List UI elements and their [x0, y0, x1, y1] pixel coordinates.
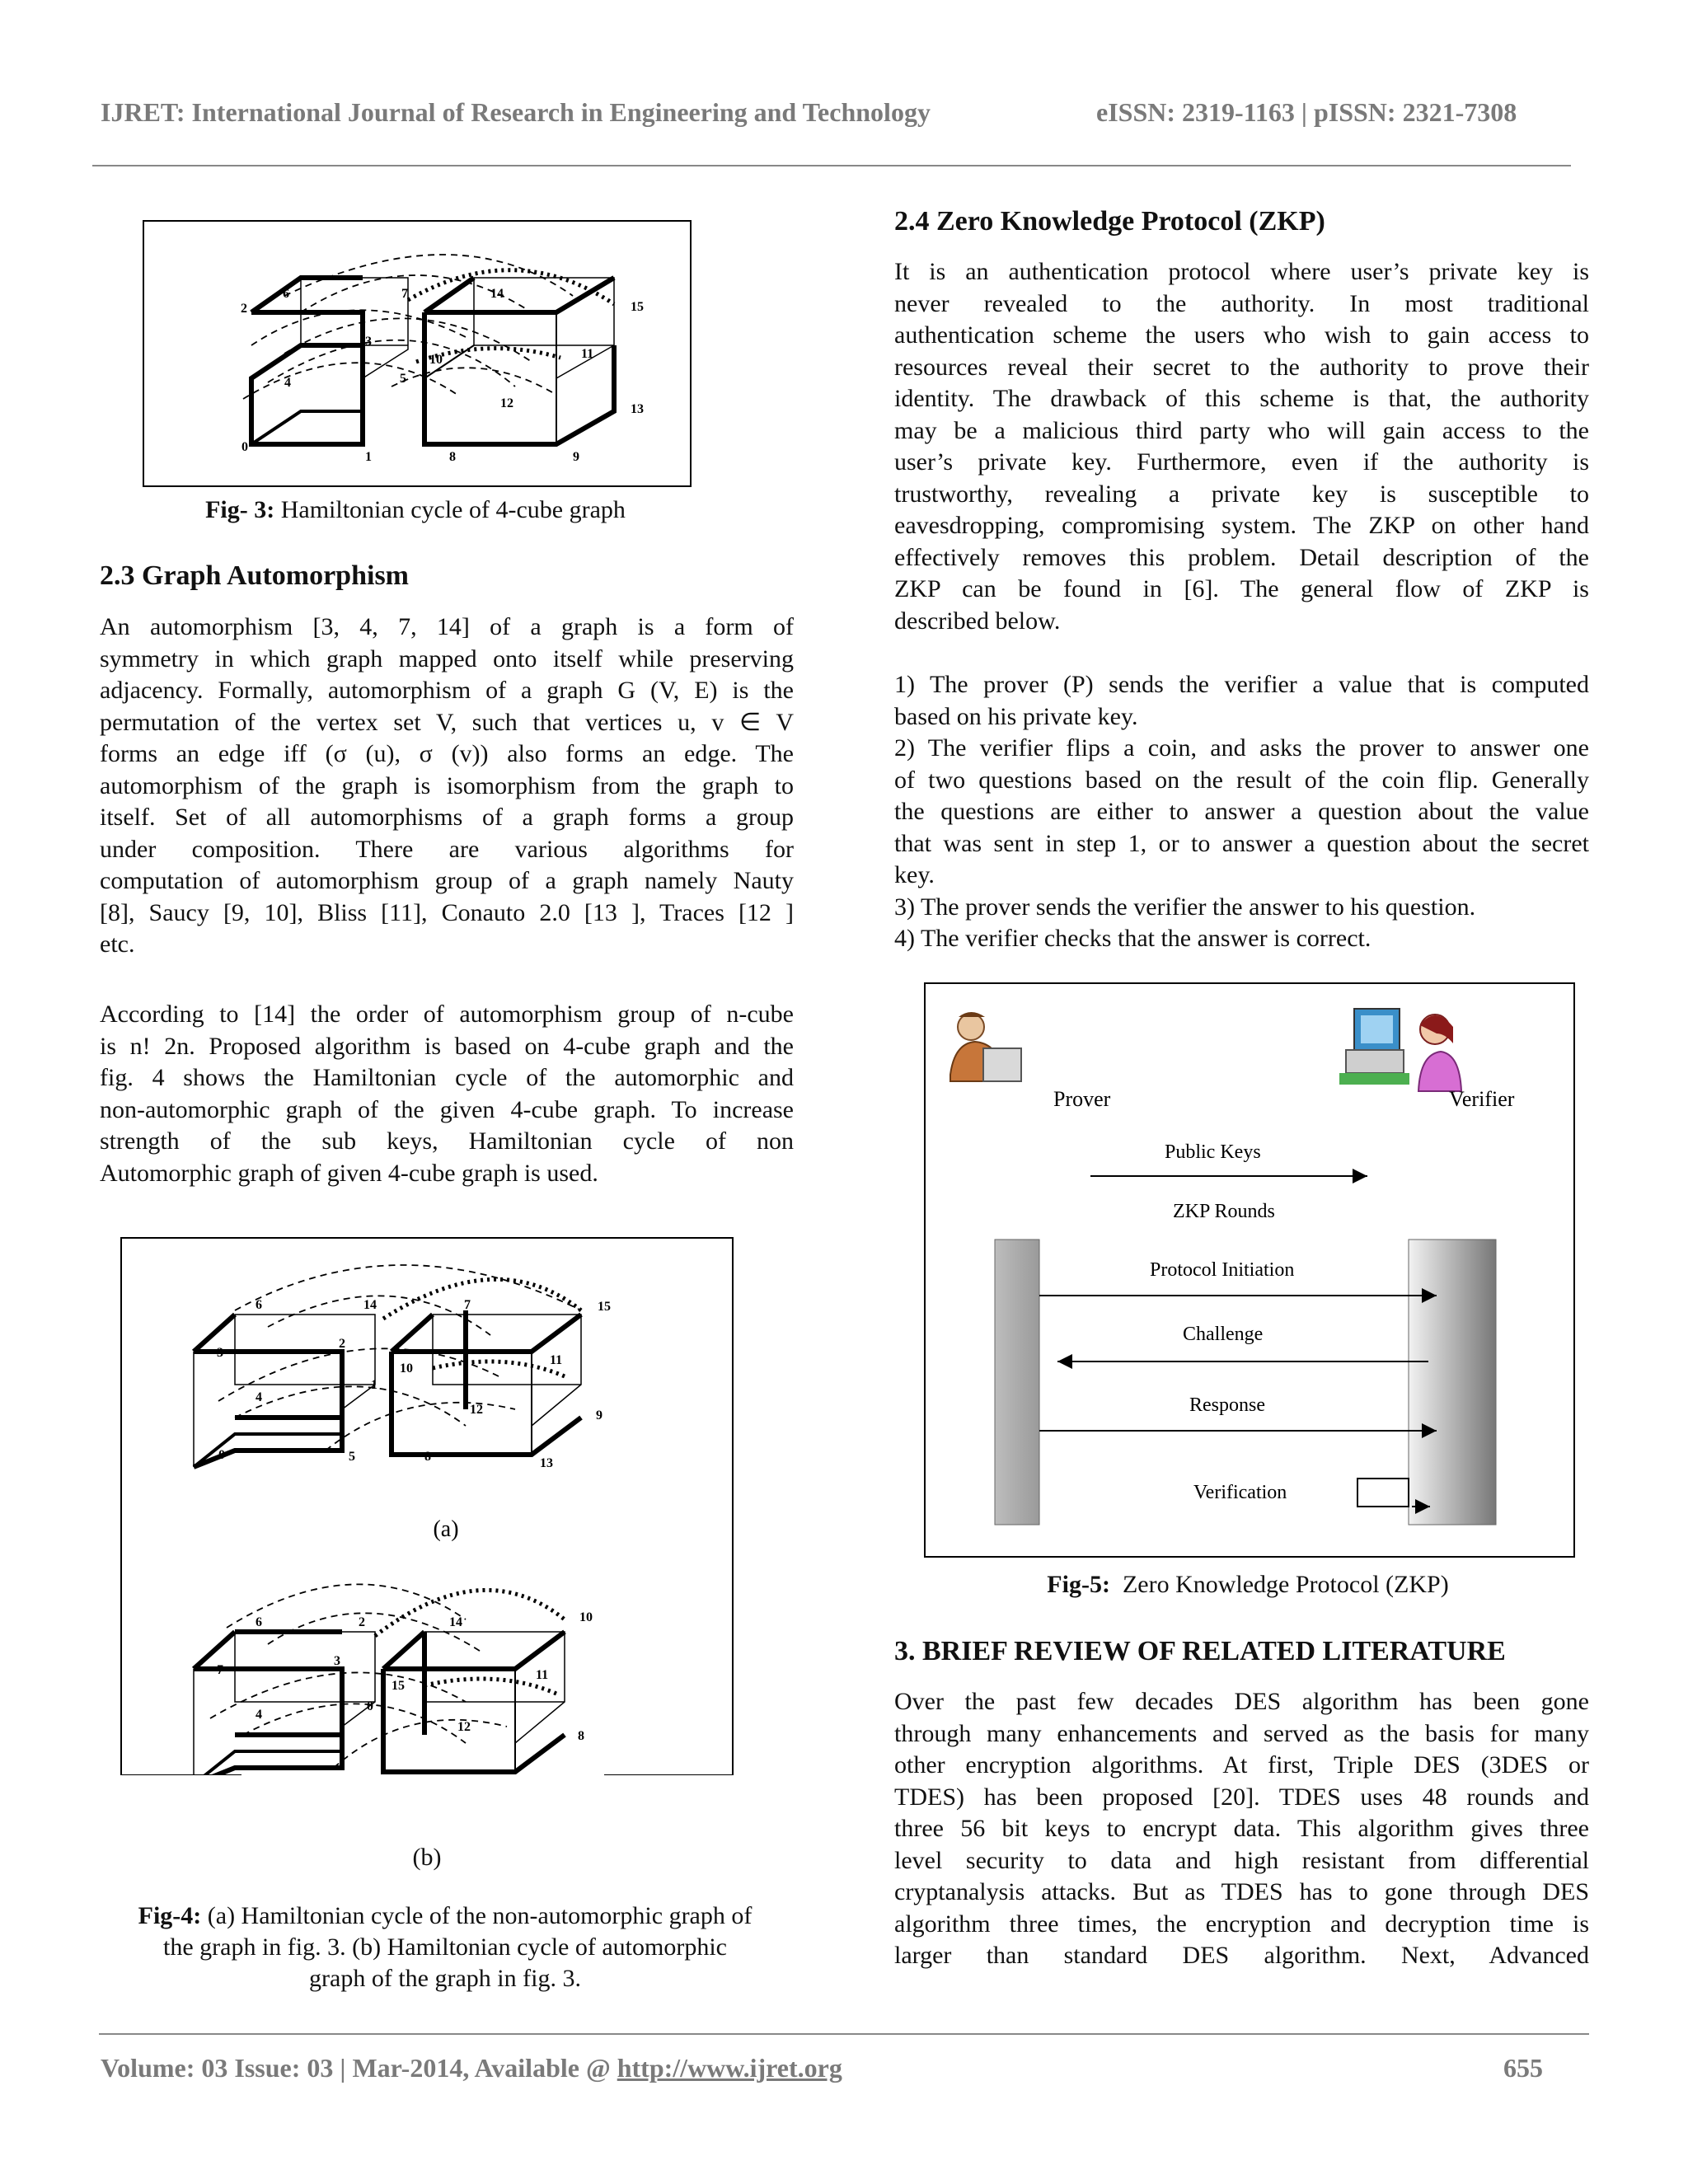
- text-line: never revealed to the authority. In most traditional: [894, 289, 1589, 317]
- text-line: 4) The verifier checks that the answer is correct.: [894, 925, 1372, 952]
- fig4a-label-11: 11: [550, 1353, 563, 1367]
- text-line: the questions are either to answer a question about the value: [894, 798, 1589, 825]
- fig3-label-8: 8: [449, 450, 456, 464]
- fig3-label-10: 10: [429, 353, 443, 367]
- fig4b-label-2: 2: [359, 1615, 365, 1629]
- text-line: itself. Set of all automorphisms of a graph forms a group: [100, 804, 794, 831]
- fig4b-label-7: 7: [217, 1663, 223, 1677]
- text-line: larger than standard DES algorithm. Next, Advanced: [894, 1942, 1589, 1969]
- figure-4-subfig-b: (b): [412, 1844, 442, 1871]
- text-line: forms an edge iff (σ (u), σ (v)) also forms an edge. The: [100, 740, 794, 767]
- fig4a-label-9: 9: [596, 1408, 603, 1422]
- text-line: effectively removes this problem. Detail description of the: [894, 543, 1589, 571]
- running-header-issn: eISSN: 2319-1163 | pISSN: 2321-7308: [1096, 97, 1517, 127]
- text-line: According to [14] the order of automorphism group of n-cube: [100, 1001, 794, 1028]
- fig4b-label-0: 0: [367, 1699, 373, 1713]
- figure-4-caption-line-1: (a) Hamiltonian cycle of the non-automorphic graph of: [207, 1902, 753, 1929]
- section-3-paragraph: [894, 1686, 1589, 1972]
- figure-3-caption-text: Hamiltonian cycle of 4-cube graph: [280, 496, 626, 523]
- fig4a-label-3: 3: [217, 1346, 223, 1360]
- footer-volume: [101, 2053, 842, 2083]
- fig3-label-0: 0: [241, 440, 248, 454]
- text-line: algorithm three times, the encryption and decryption time is: [894, 1910, 1589, 1938]
- text-line: permutation of the vertex set V, such that vertices u, v ∈ V: [100, 708, 794, 736]
- figure-4a-label: (a): [433, 1516, 459, 1542]
- prover-lifeline: [995, 1240, 1039, 1525]
- fig4b-label-12: 12: [457, 1720, 471, 1734]
- fig4a-label-2: 2: [339, 1337, 345, 1351]
- text-line: ZKP can be found in [6]. The general flow of ZKP is: [894, 575, 1589, 602]
- text-line: 1) The prover (P) sends the verifier a value that is computed: [894, 671, 1589, 698]
- figure-5-box: [924, 982, 1575, 1558]
- text-line: resources reveal their secret to the authority to prove their: [894, 353, 1589, 381]
- text-line: identity. The drawback of this scheme is that, the authority: [894, 385, 1589, 412]
- fig4a-label-7: 7: [464, 1298, 471, 1312]
- text-line: An automorphism [3, 4, 7, 14] of a graph is a form of: [100, 613, 794, 640]
- fig4a-label-6: 6: [256, 1298, 262, 1312]
- verification-label: Verification: [1193, 1482, 1287, 1503]
- fig3-label-14: 14: [490, 287, 504, 301]
- figure-3-caption: [143, 496, 688, 524]
- fig4b-label-10: 10: [579, 1610, 593, 1624]
- fig3-label-5: 5: [400, 372, 406, 386]
- fig3-label-7: 7: [401, 287, 408, 301]
- fig4b-label-15: 15: [392, 1679, 405, 1693]
- figure-5-caption: [924, 1571, 1572, 1599]
- fig3-label-9: 9: [573, 450, 579, 464]
- fig4b-label-3: 3: [334, 1654, 340, 1668]
- text-line: adjacency. Formally, automorphism of a graph G (V, E) is the: [100, 677, 794, 704]
- fig4b-label-14: 14: [449, 1615, 462, 1629]
- text-line: level security to data and high resistant from differential: [894, 1846, 1589, 1874]
- footer-link[interactable]: http://www.ijret.org: [617, 2053, 842, 2083]
- text-line: trustworthy, revealing a private key is susceptible to: [894, 480, 1589, 508]
- figure-4-caption-line-3: graph of the graph in fig. 3.: [309, 1965, 581, 1992]
- figure-4-graphs: [120, 1236, 734, 1775]
- text-line: that was sent in step 1, or to answer a question about the secret: [894, 829, 1589, 857]
- figure-5-diagram: [926, 984, 1573, 1556]
- figure-4-caption-label: Fig-4:: [138, 1902, 202, 1929]
- fig3-label-6: 6: [283, 287, 289, 301]
- verifier-person-icon: [1339, 1009, 1461, 1091]
- response-label: Response: [1189, 1394, 1265, 1416]
- fig4a-label-5: 5: [349, 1450, 355, 1464]
- fig4a-label-1: 1: [371, 1378, 377, 1392]
- text-line: through many enhancements and served as the basis for many: [894, 1719, 1589, 1747]
- fig3-label-15: 15: [631, 300, 644, 314]
- prover-person-icon: [950, 1012, 1021, 1081]
- fig3-label-13: 13: [631, 402, 644, 416]
- text-line: eavesdropping, compromising system. The ZKP on other hand: [894, 512, 1589, 539]
- text-line: other encryption algorithms. At first, Triple DES (3DES or: [894, 1751, 1589, 1779]
- figure-4-caption-line-2: the graph in fig. 3. (b) Hamiltonian cycle of automorphic: [163, 1933, 727, 1961]
- text-line: TDES) has been proposed [20]. TDES uses 48 rounds and: [894, 1783, 1589, 1811]
- text-line: non-automorphic graph of the given 4-cube graph. To increase: [100, 1095, 794, 1123]
- public-keys-label: Public Keys: [1165, 1141, 1261, 1163]
- text-line: under composition. There are various algorithms for: [100, 835, 794, 863]
- footer-volume-text: Volume: 03 Issue: 03 | Mar-2014, Available @: [101, 2053, 617, 2083]
- verifier-label: Verifier: [1449, 1087, 1515, 1111]
- footer-rule: [99, 2033, 1589, 2035]
- section-2-4-steps: [894, 669, 1589, 955]
- text-line: It is an authentication protocol where user’s private key is: [894, 258, 1589, 285]
- figure-5-caption-text: Zero Knowledge Protocol (ZKP): [1122, 1571, 1449, 1598]
- fig4b-label-4: 4: [256, 1708, 262, 1722]
- text-line: may be a malicious third party who will gain access to the: [894, 416, 1589, 444]
- challenge-label: Challenge: [1183, 1324, 1264, 1345]
- fig4a-label-10: 10: [400, 1361, 413, 1376]
- fig3-label-4: 4: [284, 376, 291, 390]
- text-line: automorphism of the graph is isomorphism from the graph to: [100, 771, 794, 799]
- fig4b-label-6: 6: [256, 1615, 262, 1629]
- prover-label: Prover: [1053, 1087, 1111, 1111]
- text-line: Over the past few decades DES algorithm has been gone: [894, 1688, 1589, 1715]
- text-line: Automorphic graph of given 4-cube graph is used.: [100, 1159, 598, 1187]
- text-line: 3) The prover sends the verifier the answer to his question.: [894, 893, 1476, 921]
- fig4a-label-13: 13: [540, 1456, 553, 1470]
- fig4b-label-11: 11: [536, 1668, 549, 1682]
- text-line: three 56 bit keys to encrypt data. This algorithm gives three: [894, 1815, 1589, 1842]
- fig4a-label-4: 4: [256, 1390, 262, 1404]
- fig4a-label-0: 0: [218, 1448, 225, 1462]
- fig4a-label-12: 12: [470, 1403, 483, 1417]
- section-2-4-heading: 2.4 Zero Knowledge Protocol (ZKP): [894, 206, 1325, 237]
- fig4a-label-15: 15: [598, 1300, 611, 1314]
- section-2-3-paragraph-1: [100, 612, 794, 961]
- fig3-label-3: 3: [365, 335, 372, 349]
- text-line: of two questions based on the result of the coin flip. Generally: [894, 766, 1589, 794]
- page-number: 655: [1503, 2053, 1543, 2083]
- protocol-initiation-label: Protocol Initiation: [1150, 1259, 1295, 1281]
- figure-3-graph: [144, 222, 690, 485]
- text-line: is n! 2n. Proposed algorithm is based on 4-cube graph and the: [100, 1032, 794, 1060]
- section-3-heading: 3. BRIEF REVIEW OF RELATED LITERATURE: [894, 1636, 1506, 1666]
- fig3-label-1: 1: [365, 450, 372, 464]
- fig4b-label-5: [218, 1772, 225, 1775]
- verifier-lifeline: [1409, 1240, 1496, 1525]
- figure-4: [120, 1236, 734, 1775]
- text-line: symmetry in which graph mapped onto itself while preserving: [100, 644, 794, 673]
- header-rule: [92, 165, 1571, 166]
- section-2-4-paragraph-1: [894, 256, 1589, 637]
- fig3-label-11: 11: [581, 347, 594, 361]
- section-2-3-heading: 2.3 Graph Automorphism: [100, 560, 409, 591]
- text-line: key.: [894, 861, 935, 888]
- text-line: [8], Saucy [9, 10], Bliss [11], Conauto 2.0 [13 ], Traces [12 ]: [100, 898, 794, 926]
- zkp-rounds-label: ZKP Rounds: [1173, 1201, 1275, 1222]
- text-line: 2) The verifier flips a coin, and asks the prover to answer one: [894, 734, 1589, 762]
- text-line: described below.: [894, 607, 1061, 635]
- section-2-3-paragraph-2: [100, 999, 794, 1189]
- text-line: user’s private key. Furthermore, even if the authority is: [894, 448, 1589, 476]
- figure-3-caption-label: Fig- 3:: [205, 496, 275, 523]
- fig3-label-12: 12: [500, 396, 513, 410]
- figure-5-caption-label: Fig-5:: [1047, 1571, 1110, 1598]
- text-line: cryptanalysis attacks. But as TDES has to gone through DES: [894, 1878, 1589, 1905]
- text-line: authentication scheme the users who wish to gain access to: [894, 321, 1589, 349]
- running-header-journal: IJRET: International Journal of Research in Engineering and Technology: [101, 97, 931, 127]
- figure-4-caption: [91, 1900, 799, 1994]
- text-line: fig. 4 shows the Hamiltonian cycle of the automorphic and: [100, 1064, 794, 1091]
- text-line: strength of the sub keys, Hamiltonian cycle of non: [100, 1127, 794, 1155]
- text-line: etc.: [100, 930, 135, 958]
- fig4b-label-8: 8: [578, 1729, 584, 1743]
- text-line: computation of automorphism group of a graph namely Nauty: [100, 867, 794, 894]
- fig4a-label-8: 8: [424, 1450, 431, 1464]
- fig4a-label-14: 14: [363, 1298, 377, 1312]
- figure-3-box: [143, 220, 692, 487]
- fig3-label-2: 2: [241, 302, 247, 316]
- text-line: based on his private key.: [894, 702, 1138, 730]
